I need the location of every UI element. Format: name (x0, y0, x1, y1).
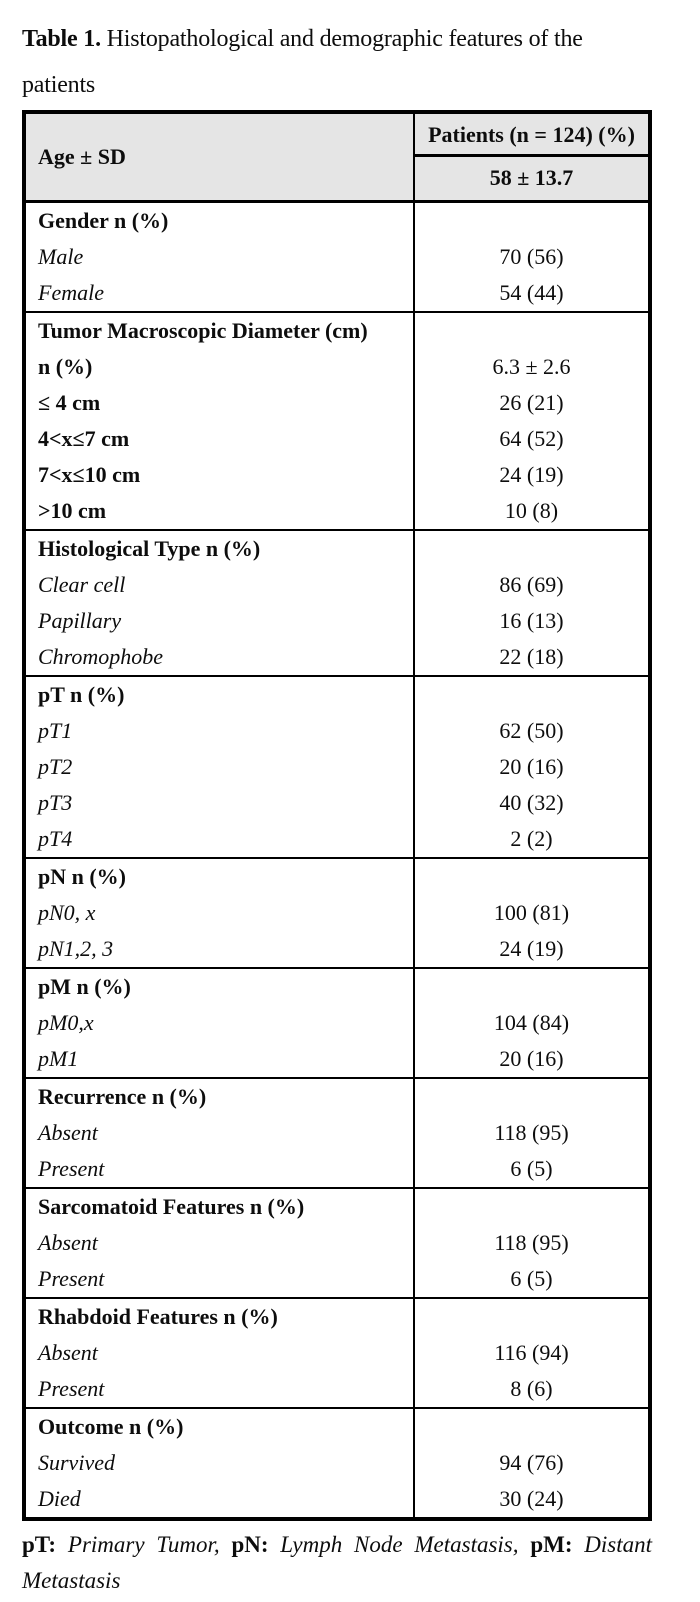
table-section (26, 1297, 648, 1407)
table-row (26, 421, 648, 457)
row-value: 6.3 ± 2.6 (492, 354, 571, 379)
table-row (26, 1225, 648, 1261)
row-value: 22 (18) (499, 644, 564, 669)
row-value: 10 (8) (504, 498, 559, 523)
footnote-part: pT: (22, 1532, 57, 1557)
table-row (26, 1335, 648, 1371)
table-row (26, 313, 648, 349)
row-label: pM0,x (26, 1005, 415, 1041)
row-label: pT4 (26, 821, 415, 857)
row-label: Rhabdoid Features n (%) (26, 1299, 415, 1335)
table-row (26, 1151, 648, 1187)
row-label: Gender n (%) (26, 203, 415, 239)
caption-text: Histopathological and demographic features of the (100, 26, 583, 52)
row-value: 94 (76) (499, 1450, 564, 1475)
table-row (26, 1079, 648, 1115)
row-value: 54 (44) (499, 280, 564, 305)
row-label: pT n (%) (26, 677, 415, 713)
row-label: Absent (26, 1115, 415, 1151)
row-value: 30 (24) (499, 1486, 564, 1511)
table-row (26, 785, 648, 821)
table-row (26, 275, 648, 311)
row-label: Outcome n (%) (26, 1409, 415, 1445)
table-row (26, 1005, 648, 1041)
table-row (26, 931, 648, 967)
table-row (26, 349, 648, 385)
header-cell-patients (415, 114, 648, 200)
table-section (26, 1077, 648, 1187)
row-value: 100 (81) (493, 900, 570, 925)
row-label: Sarcomatoid Features n (%) (26, 1189, 415, 1225)
row-value (415, 531, 648, 567)
row-label: Clear cell (26, 567, 415, 603)
row-label: n (%) (26, 349, 415, 385)
table-row (26, 1445, 648, 1481)
table-section (26, 529, 648, 675)
row-value: 16 (13) (499, 608, 564, 633)
table-row (26, 239, 648, 275)
row-label: Present (26, 1151, 415, 1187)
row-label: Histological Type n (%) (26, 531, 415, 567)
header-cell-age-sd (26, 114, 415, 200)
table-row (26, 531, 648, 567)
row-label: pM1 (26, 1041, 415, 1077)
row-value (415, 203, 648, 239)
row-value (415, 859, 648, 895)
table-section (26, 1187, 648, 1297)
row-label: pT1 (26, 713, 415, 749)
row-label: Absent (26, 1225, 415, 1261)
row-value: 62 (50) (499, 718, 564, 743)
table-row (26, 895, 648, 931)
header-age-sd-label: Age ± SD (38, 144, 126, 169)
row-label: pN0, x (26, 895, 415, 931)
row-value: 20 (16) (499, 1046, 564, 1071)
footnote-part: Distant (584, 1532, 653, 1557)
table-row (26, 821, 648, 857)
row-value: 26 (21) (499, 390, 564, 415)
row-value: 8 (6) (510, 1376, 553, 1401)
row-label: Male (26, 239, 415, 275)
table-row (26, 493, 648, 529)
row-label: Survived (26, 1445, 415, 1481)
row-value: 24 (19) (499, 936, 564, 961)
footnote-part: Lymph Node Metastasis, (280, 1532, 519, 1557)
row-label: 4<x≤7 cm (26, 421, 415, 457)
table-row (26, 749, 648, 785)
row-value (415, 313, 648, 349)
header-patients-label: Patients (n = 124) (%) (415, 114, 648, 157)
footnote-part: Primary Tumor, (67, 1532, 220, 1557)
caption-table-number: Table 1. (22, 26, 101, 52)
row-value (415, 1299, 648, 1335)
row-label: ≤ 4 cm (26, 385, 415, 421)
row-label: Recurrence n (%) (26, 1079, 415, 1115)
row-label: pT3 (26, 785, 415, 821)
table-row (26, 457, 648, 493)
caption-line-1 (22, 16, 678, 62)
table-caption (22, 16, 678, 108)
table-row (26, 1299, 648, 1335)
row-value: 24 (19) (499, 462, 564, 487)
row-value (415, 1079, 648, 1115)
row-value: 116 (94) (494, 1340, 569, 1365)
table-row (26, 1481, 648, 1517)
table-row (26, 603, 648, 639)
row-value: 104 (84) (493, 1010, 570, 1035)
row-label: pN n (%) (26, 859, 415, 895)
row-value: 64 (52) (499, 426, 564, 451)
table-section (26, 311, 648, 529)
table-footnote (22, 1527, 652, 1599)
table-row (26, 1041, 648, 1077)
table-row (26, 203, 648, 239)
footnote-part: pN: (231, 1532, 269, 1557)
row-value (415, 677, 648, 713)
row-label: pT2 (26, 749, 415, 785)
header-age-value: 58 ± 13.7 (489, 165, 574, 190)
row-label: Female (26, 275, 415, 311)
row-label: pM n (%) (26, 969, 415, 1005)
footnote-part: pM: (530, 1532, 573, 1557)
table-row (26, 385, 648, 421)
table-row (26, 859, 648, 895)
table-section (26, 967, 648, 1077)
table-row (26, 1371, 648, 1407)
table-row (26, 639, 648, 675)
table-row (26, 969, 648, 1005)
row-label: Tumor Macroscopic Diameter (cm) (26, 313, 415, 349)
row-label: >10 cm (26, 493, 415, 529)
table-body (26, 203, 648, 1517)
table-header (26, 114, 648, 203)
row-value: 70 (56) (499, 244, 564, 269)
row-label: Present (26, 1371, 415, 1407)
row-label: 7<x≤10 cm (26, 457, 415, 493)
caption-line-2: patients (22, 72, 96, 98)
row-value: 2 (2) (510, 826, 553, 851)
table-row (26, 1409, 648, 1445)
row-value: 40 (32) (499, 790, 564, 815)
row-label: Absent (26, 1335, 415, 1371)
footnote-part: Metastasis (22, 1568, 121, 1593)
row-value: 118 (95) (494, 1120, 569, 1145)
table-row (26, 1261, 648, 1297)
row-label: Present (26, 1261, 415, 1297)
patients-table (22, 110, 652, 1521)
row-value: 6 (5) (510, 1156, 553, 1181)
row-label: pN1,2, 3 (26, 931, 415, 967)
footnote-line-1 (22, 1527, 652, 1563)
row-value: 86 (69) (499, 572, 564, 597)
row-value (415, 1409, 648, 1445)
table-row (26, 713, 648, 749)
table-section (26, 857, 648, 967)
row-value: 118 (95) (494, 1230, 569, 1255)
table-row (26, 1189, 648, 1225)
table-row (26, 567, 648, 603)
row-label: Papillary (26, 603, 415, 639)
table-section (26, 675, 648, 857)
table-row (26, 677, 648, 713)
row-value (415, 1189, 648, 1225)
row-label: Chromophobe (26, 639, 415, 675)
table-row (26, 1115, 648, 1151)
row-value: 6 (5) (510, 1266, 553, 1291)
table-section (26, 203, 648, 311)
row-value: 20 (16) (499, 754, 564, 779)
footnote-line-2 (22, 1563, 652, 1599)
row-value (415, 969, 648, 1005)
table-section (26, 1407, 648, 1517)
row-label: Died (26, 1481, 415, 1517)
